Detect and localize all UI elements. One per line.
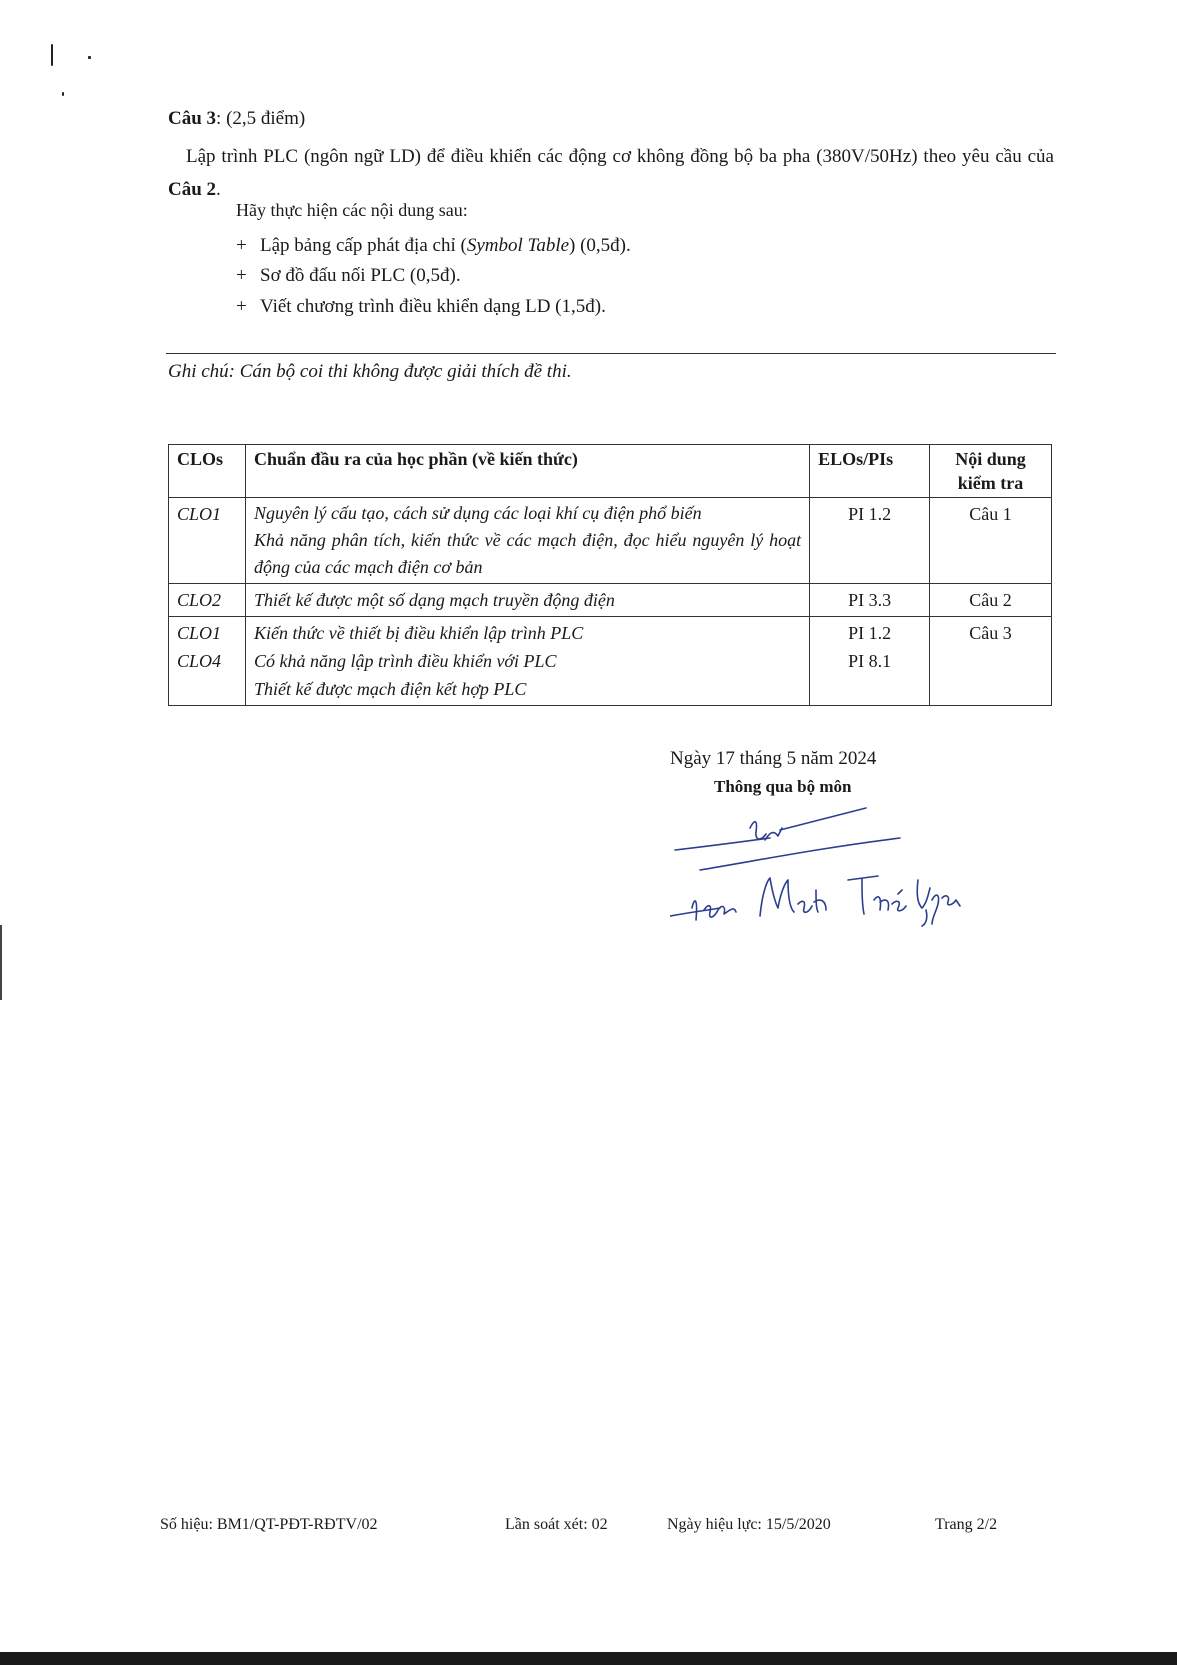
row-content: Câu 3 <box>930 617 1052 706</box>
question-title <box>168 108 305 130</box>
table-row <box>169 584 1052 617</box>
signoff-department: Thông qua bộ môn <box>714 777 852 796</box>
row-pis <box>810 584 930 617</box>
header-clos: CLOs <box>169 445 246 498</box>
row-content: Câu 1 <box>930 498 1052 584</box>
instruction: Hãy thực hiện các nội dung sau: <box>236 200 468 220</box>
pi-code: PI 1.2 <box>848 504 892 524</box>
clo-code: CLO1 <box>177 623 222 643</box>
task-text: Lập bảng cấp phát địa chỉ ( <box>260 235 467 256</box>
clo-code: CLO2 <box>177 590 222 610</box>
task-text: Sơ đồ đấu nối PLC (0,5đ). <box>260 265 461 286</box>
row-clos <box>169 498 246 584</box>
row-outcomes <box>245 584 809 617</box>
revision-number: Lần soát xét: 02 <box>505 1516 608 1533</box>
outcome-text: Kiến thức về thiết bị điều khiển lập trình PLC <box>253 623 584 643</box>
question-label: Câu 3 <box>168 108 217 129</box>
clo-code: CLO4 <box>177 651 222 671</box>
task-bullet: + <box>236 235 247 256</box>
task-item <box>236 235 631 257</box>
row-content: Câu 2 <box>930 584 1052 617</box>
header-outcomes: Chuẩn đầu ra của học phần (về kiến thức) <box>245 445 809 498</box>
task-bullet: + <box>236 265 247 286</box>
clo-table <box>168 444 1052 706</box>
row-clos <box>169 617 246 706</box>
outcome-text: Có khả năng lập trình điều khiển với PLC <box>253 651 557 671</box>
question-body <box>168 140 1054 206</box>
header-pis: ELOs/PIs <box>810 445 930 498</box>
question-points: : (2,5 điểm) <box>216 108 306 129</box>
task-text-end: ) (0,5đ). <box>569 235 631 256</box>
task-item <box>236 265 461 287</box>
row-outcomes <box>245 498 809 584</box>
question-body-text: Lập trình PLC (ngôn ngữ LD) để điều khiển các động cơ không đồng bộ ba pha (380V/50Hz) theo yêu cầu của <box>186 146 1054 167</box>
scan-bottom-edge <box>0 1652 1177 1665</box>
clo-code: CLO1 <box>177 504 222 524</box>
divider <box>166 353 1056 354</box>
task-item <box>236 296 606 318</box>
outcome-text: Thiết kế được một số dạng mạch truyền động điện <box>253 590 615 610</box>
outcome-text: Nguyên lý cấu tạo, cách sử dụng các loại khí cụ điện phổ biến <box>253 503 702 523</box>
exam-note: Ghi chú: Cán bộ coi thi không được giải thích đề thi. <box>168 361 572 382</box>
scan-edge <box>0 925 2 1000</box>
scan-dot <box>62 92 64 96</box>
page-number: Trang 2/2 <box>935 1516 998 1533</box>
task-italic-term: Symbol Table <box>466 235 570 256</box>
effective-date: Ngày hiệu lực: 15/5/2020 <box>667 1516 831 1533</box>
question-body-ref: Câu 2 <box>168 179 217 200</box>
table-row <box>169 617 1052 706</box>
task-bullet: + <box>236 296 247 317</box>
task-text: Viết chương trình điều khiển dạng LD (1,5đ). <box>260 296 606 317</box>
row-pis <box>810 498 930 584</box>
scan-mark <box>51 44 53 66</box>
table-header-row <box>169 445 1052 498</box>
outcome-text: Thiết kế được mạch điện kết hợp PLC <box>253 679 527 699</box>
handwritten-signature <box>670 800 970 930</box>
pi-code: PI 8.1 <box>848 651 892 671</box>
scan-dot <box>88 56 91 59</box>
pi-code: PI 3.3 <box>848 590 892 610</box>
pi-code: PI 1.2 <box>848 623 892 643</box>
signoff-date: Ngày 17 tháng 5 năm 2024 <box>670 748 877 769</box>
table-row <box>169 498 1052 584</box>
form-code: Số hiệu: BM1/QT-PĐT-RĐTV/02 <box>160 1516 378 1533</box>
outcome-text: Khả năng phân tích, kiến thức về các mạch điện, đọc hiểu nguyên lý hoạt động của các mạch điện cơ bản <box>253 530 802 577</box>
row-pis <box>810 617 930 706</box>
row-clos <box>169 584 246 617</box>
question-body-end: . <box>216 179 221 200</box>
header-content: Nội dung kiểm tra <box>930 445 1052 498</box>
row-outcomes <box>245 617 809 706</box>
